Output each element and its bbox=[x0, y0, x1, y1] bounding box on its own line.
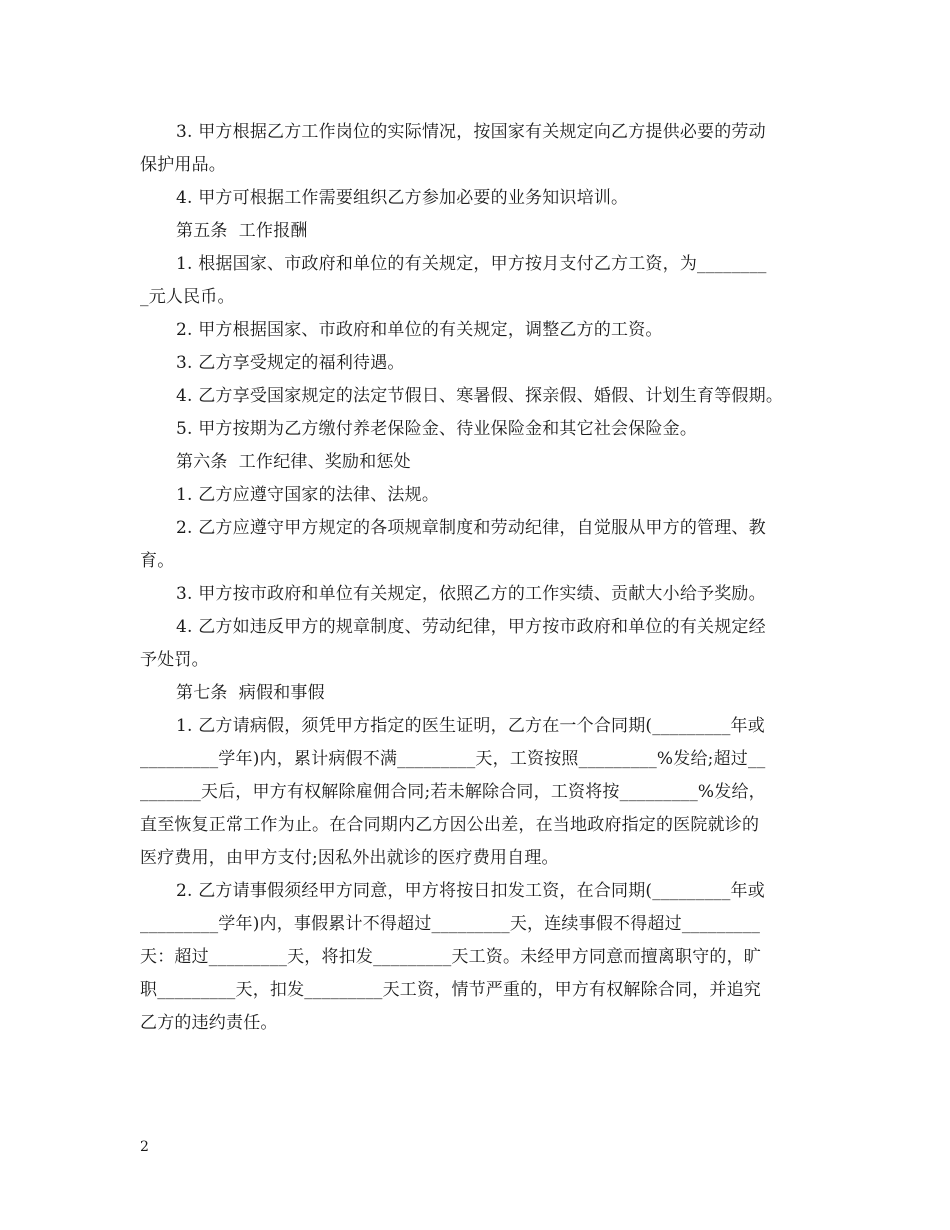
text-line: 3. 甲方根据乙方工作岗位的实际情况，按国家有关规定向乙方提供必要的劳动 bbox=[176, 122, 766, 142]
text-line: 乙方的违约责任。 bbox=[140, 1013, 278, 1033]
text-line: 2. 甲方根据国家、市政府和单位的有关规定，调整乙方的工资。 bbox=[176, 320, 663, 340]
text-line: 1. 根据国家、市政府和单位的有关规定，甲方按月支付乙方工资，为________ bbox=[176, 254, 767, 274]
text-line: 4. 乙方享受国家规定的法定节假日、寒暑假、探亲假、婚假、计划生育等假期。 bbox=[176, 386, 784, 406]
text-line: 1. 乙方应遵守国家的法律、法规。 bbox=[176, 485, 440, 505]
text-line: 3. 乙方享受规定的福利待遇。 bbox=[176, 353, 405, 373]
text-line: 4. 乙方如违反甲方的规章制度、劳动纪律，甲方按市政府和单位的有关规定经 bbox=[176, 617, 766, 637]
text-line: 第六条 工作纪律、奖励和惩处 bbox=[176, 452, 411, 472]
text-line: 第七条 病假和事假 bbox=[176, 683, 325, 703]
text-line: 直至恢复正常工作为止。在合同期内乙方因公出差，在当地政府指定的医院就诊的 bbox=[140, 815, 760, 835]
page-number: 2 bbox=[140, 1139, 149, 1155]
text-line: _________学年)内，事假累计不得超过_________天，连续事假不得超过_________ bbox=[140, 914, 761, 934]
text-line: 医疗费用，由甲方支付;因私外出就诊的医疗费用自理。 bbox=[140, 848, 559, 868]
text-line: 保护用品。 bbox=[140, 155, 226, 175]
document-body bbox=[140, 116, 820, 1040]
text-line: 3. 甲方按市政府和单位有关规定，依照乙方的工作实绩、贡献大小给予奖励。 bbox=[176, 584, 766, 604]
text-line: 2. 乙方应遵守甲方规定的各项规章制度和劳动纪律，自觉服从甲方的管理、教 bbox=[176, 518, 766, 538]
text-line: 4. 甲方可根据工作需要组织乙方参加必要的业务知识培训。 bbox=[176, 188, 629, 208]
text-line: 育。 bbox=[140, 551, 175, 571]
text-line: 职_________天，扣发_________天工资，情节严重的，甲方有权解除合同，并追究 bbox=[140, 980, 761, 1000]
text-line: 5. 甲方按期为乙方缴付养老保险金、待业保险金和其它社会保险金。 bbox=[176, 419, 698, 439]
text-line: 2. 乙方请事假须经甲方同意，甲方将按日扣发工资，在合同期(_________年或 bbox=[176, 881, 765, 901]
text-line: _______天后，甲方有权解除雇佣合同;若未解除合同，工资将按_________%发给， bbox=[140, 782, 766, 802]
text-line: 予处罚。 bbox=[140, 650, 209, 670]
text-line: 1. 乙方请病假，须凭甲方指定的医生证明，乙方在一个合同期(_________年或 bbox=[176, 716, 765, 736]
text-line: _元人民币。 bbox=[140, 287, 235, 307]
text-line: _________学年)内，累计病假不满_________天，工资按照_________%发给;超过__ bbox=[140, 749, 766, 769]
text-line: 天：超过_________天，将扣发_________天工资。未经甲方同意而擅离职守的，旷 bbox=[140, 947, 761, 967]
text-line: 第五条 工作报酬 bbox=[176, 221, 308, 241]
